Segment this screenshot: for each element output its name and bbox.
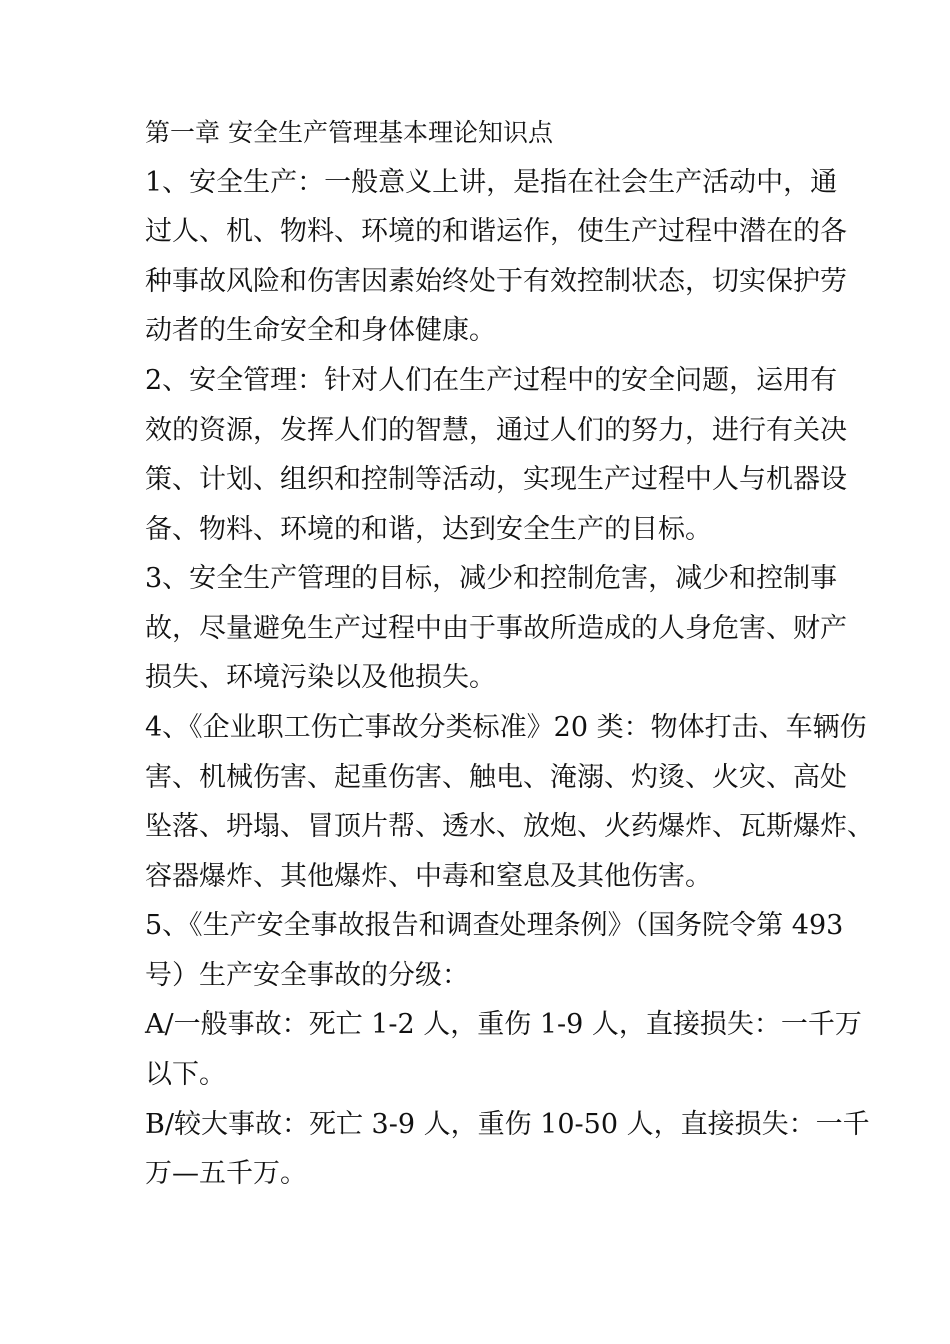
text-line: 坠落、坍塌、冒顶片帮、透水、放炮、火药爆炸、瓦斯爆炸、 (145, 811, 874, 842)
text-line: 2、安全管理：针对人们在生产过程中的安全问题，运用有 (145, 365, 838, 396)
text-line: 容器爆炸、其他爆炸、中毒和窒息及其他伤害。 (145, 861, 712, 892)
text-line: 策、计划、组织和控制等活动，实现生产过程中人与机器设 (145, 464, 847, 495)
text-line: 以下。 (145, 1059, 226, 1090)
text-line: 过人、机、物料、环境的和谐运作，使生产过程中潜在的各 (145, 216, 847, 247)
text-line: B/较大事故：死亡 3-9 人，重伤 10-50 人，直接损失：一千 (145, 1109, 870, 1140)
text-line: A/一般事故：死亡 1-2 人，重伤 1-9 人，直接损失：一千万 (145, 1009, 862, 1040)
text-line: 5、《生产安全事故报告和调查处理条例》（国务院令第 493 (145, 910, 844, 941)
text-line: 害、机械伤害、起重伤害、触电、淹溺、灼烫、火灾、高处 (145, 762, 847, 793)
text-line: 备、物料、环境的和谐，达到安全生产的目标。 (145, 514, 712, 545)
text-line: 动者的生命安全和身体健康。 (145, 315, 496, 346)
text-line: 1、安全生产：一般意义上讲，是指在社会生产活动中，通 (145, 167, 838, 198)
text-line: 损失、环境污染以及他损失。 (145, 662, 496, 693)
text-line: 故，尽量避免生产过程中由于事故所造成的人身危害、财产 (145, 613, 847, 644)
chapter-heading: 第一章 安全生产管理基本理论知识点 (145, 118, 553, 147)
text-line: 3、安全生产管理的目标，减少和控制危害，减少和控制事 (145, 563, 838, 594)
text-line: 万—五千万。 (145, 1158, 307, 1189)
text-line: 号）生产安全事故的分级： (145, 960, 469, 991)
text-line: 4、《企业职工伤亡事故分类标准》20 类：物体打击、车辆伤 (145, 712, 867, 743)
text-line: 效的资源，发挥人们的智慧，通过人们的努力，进行有关决 (145, 415, 847, 446)
text-line: 种事故风险和伤害因素始终处于有效控制状态，切实保护劳 (145, 266, 847, 297)
